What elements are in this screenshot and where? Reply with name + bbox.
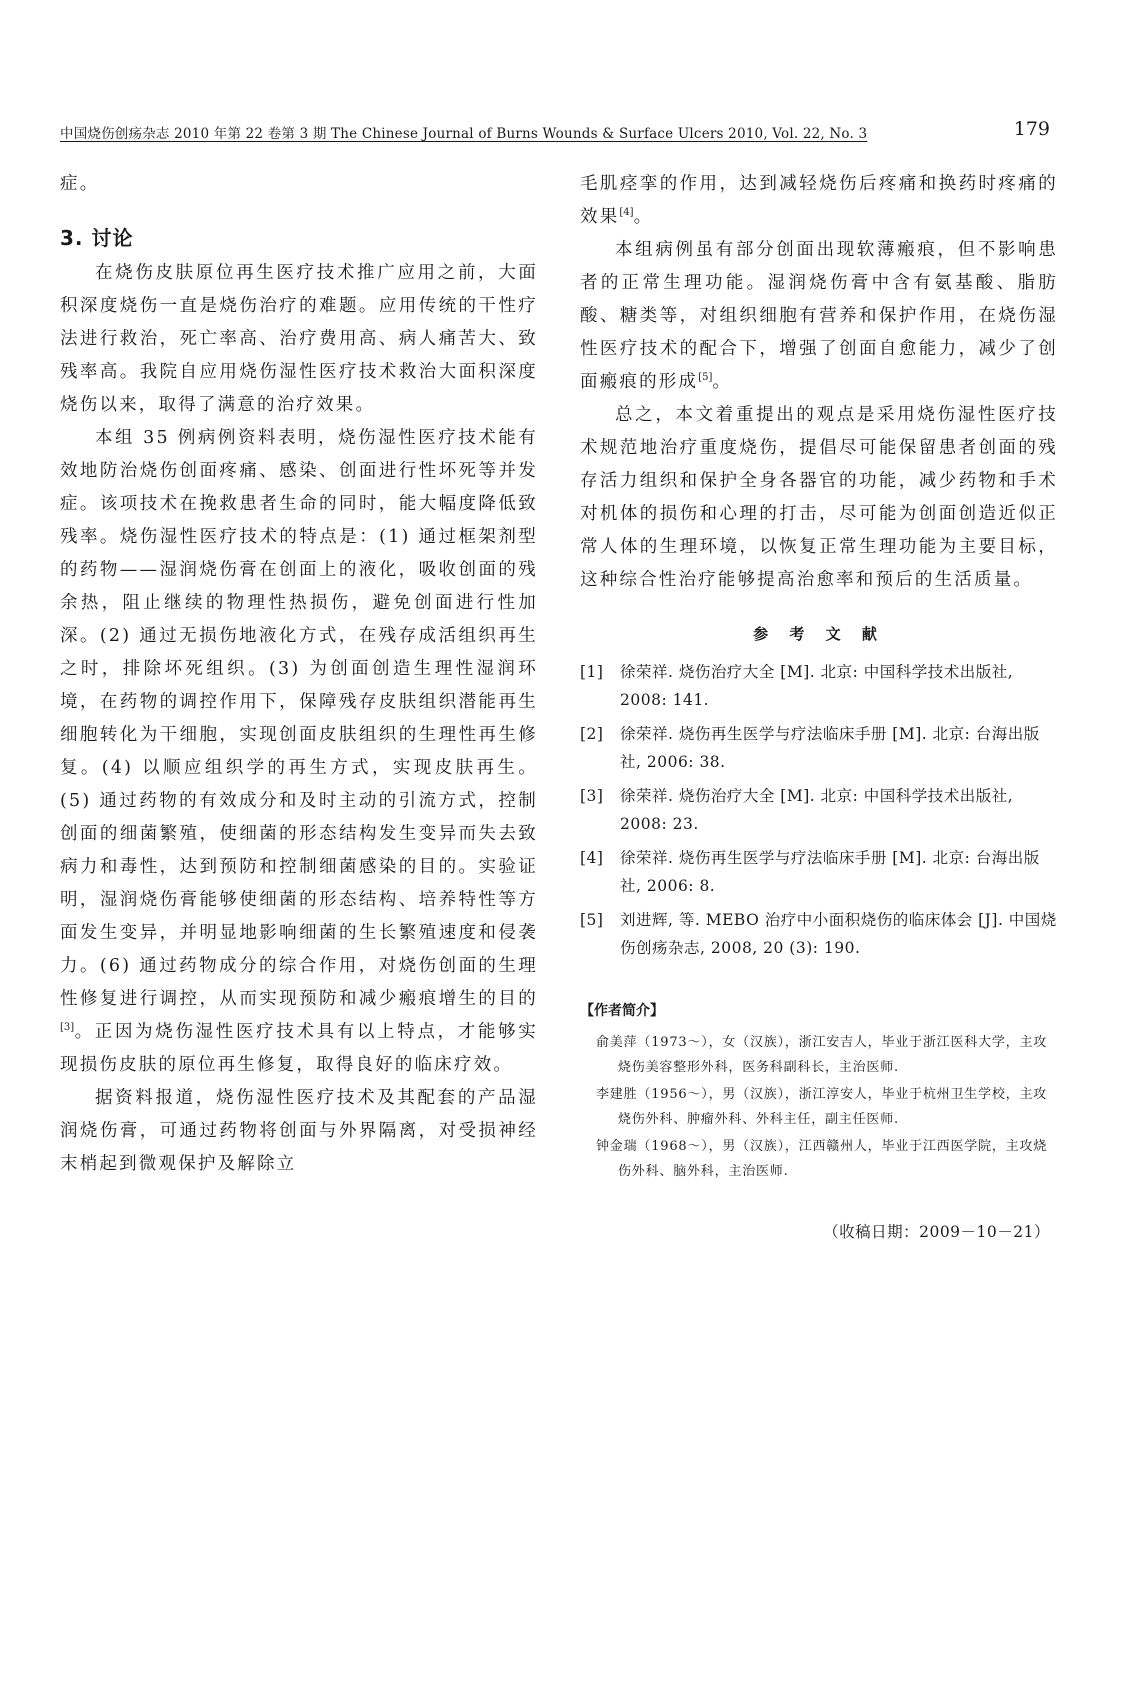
reference-item	[580, 844, 1058, 900]
reference-item	[580, 906, 1058, 962]
reference-text: 徐荣祥. 烧伤治疗大全 [M]. 北京: 中国科学技术出版社, 2008: 23.	[620, 787, 1014, 833]
scar-paragraph	[580, 234, 1058, 399]
references-heading: 参 考 文 献	[753, 625, 885, 643]
paragraph-text: 。	[633, 207, 654, 227]
reference-number: [5]	[580, 911, 604, 929]
conclusion-paragraph: 总之，本文着重提出的观点是采用烧伤湿性医疗技术规范地治疗重度烧伤，提倡尽可能保留患者创面的残存活力组织和保护全身各器官的功能，减少药物和手术对机体的损伤和心理的打击，尽可能为创面创造近似正常人体的生理环境，以恢复正常生理功能为主要目标，这种综合性治疗能够提高治愈率和预后的生活质量。	[580, 405, 1058, 590]
reference-item	[580, 720, 1058, 776]
paragraph-text: 本组 35 例病例资料表明，烧伤湿性医疗技术能有效地防治烧伤创面疼痛、感染、创面进行性坏死等并发症。该项技术在挽救患者生命的同时，能大幅度降低致残率。烧伤湿性医疗技术的特点是：(1) 通过框架剂型的药物——湿润烧伤膏在创面上的液化，吸收创面的残余热，阻止继续的物理性热损伤，避免创面进行性加深。(2) 通过无损伤地液化方式，在残存成活组织再生之时，排除坏死组织。(3) 为创面创造生理性湿润环境，在药物的调控作用下，保障残存皮肤组织潜能再生细胞转化为干细胞，实现创面皮肤组织的生理性再生修复。(4) 以顺应组织学的再生方式，实现皮肤再生。(5) 通过药物的有效成分和及时主动的引流方式，控制创面的细菌繁殖，使细菌的形态结构发生变异而失去致病力和毒性，达到预防和控制细菌感染的目的。实验证明，湿润烧伤膏能够使细菌的形态结构、培养特性等方面发生变异，并明显地影响细菌的生长繁殖速度和侵袭力。(6) 通过药物成分的综合作用，对烧伤创面的生理性修复进行调控，从而实现预防和减少瘢痕增生的目的	[60, 428, 538, 1009]
reference-text: 刘进辉, 等. MEBO 治疗中小面积烧伤的临床体会 [J]. 中国烧伤创疡杂志, 2008, 20 (3): 190.	[620, 911, 1057, 957]
citation-4[interactable]: [4]	[619, 207, 634, 219]
running-header	[60, 118, 1058, 144]
discussion-paragraph-2	[60, 422, 538, 1082]
citation-5[interactable]: [5]	[698, 372, 713, 384]
reference-number: [2]	[580, 725, 604, 743]
reference-text: 徐荣祥. 烧伤再生医学与疗法临床手册 [M]. 北京: 台海出版社, 2006: 38.	[620, 725, 1040, 771]
received-date: （收稿日期：2009－10－21）	[823, 1223, 1050, 1241]
reference-list	[580, 658, 1058, 962]
reference-number: [3]	[580, 787, 604, 805]
page-number: 179	[1013, 118, 1050, 140]
right-column	[580, 168, 1058, 1242]
paragraph-text: 。	[712, 372, 733, 392]
section-heading: 3. 讨论	[60, 226, 134, 250]
reference-number: [4]	[580, 849, 604, 867]
author-bio: 钟金瑞（1968～），男（汉族），江西赣州人，毕业于江西医学院，主攻烧伤外科、脑外科，主治医师.	[596, 1139, 1048, 1179]
author-bio: 俞美萍（1973～），女（汉族），浙江安吉人，毕业于浙江医科大学，主攻烧伤美容整形外科，医务科副科长，主治医师.	[596, 1035, 1048, 1075]
continuation-paragraph	[580, 168, 1058, 234]
discussion-paragraph-1: 在烧伤皮肤原位再生医疗技术推广应用之前，大面积深度烧伤一直是烧伤治疗的难题。应用传统的干性疗法进行救治，死亡率高、治疗费用高、病人痛苦大、致残率高。我院自应用烧伤湿性医疗技术救治大面积深度烧伤以来，取得了满意的治疗效果。	[60, 263, 538, 415]
reference-text: 徐荣祥. 烧伤治疗大全 [M]. 北京: 中国科学技术出版社, 2008: 141.	[620, 663, 1014, 709]
paragraph-text: 毛肌痉挛的作用，达到减轻烧伤后疼痛和换药时疼痛的效果	[580, 174, 1058, 227]
left-column	[60, 168, 538, 1181]
reference-text: 徐荣祥. 烧伤再生医学与疗法临床手册 [M]. 北京: 台海出版社, 2006: 8.	[620, 849, 1040, 895]
reference-item	[580, 782, 1058, 838]
citation-3[interactable]: [3]	[60, 1022, 75, 1034]
paragraph-text: 。正因为烧伤湿性医疗技术具有以上特点，才能够实现损伤皮肤的原位再生修复，取得良好的临床疗效。	[60, 1022, 538, 1075]
author-bio: 李建胜（1956～），男（汉族），浙江淳安人，毕业于杭州卫生学校，主攻烧伤外科、肿瘤外科、外科主任，副主任医师.	[596, 1087, 1048, 1127]
paragraph-text: 本组病例虽有部分创面出现软薄瘢痕，但不影响患者的正常生理功能。湿润烧伤膏中含有氨基酸、脂肪酸、糖类等，对组织细胞有营养和保护作用，在烧伤湿性医疗技术的配合下，增强了创面自愈能力，减少了创面瘢痕的形成	[580, 240, 1058, 392]
discussion-paragraph-3: 据资料报道，烧伤湿性医疗技术及其配套的产品湿润烧伤膏，可通过药物将创面与外界隔离，对受损神经末梢起到微观保护及解除立	[60, 1088, 538, 1174]
running-title: 中国烧伤创疡杂志 2010 年第 22 卷第 3 期 The Chinese Journal of Burns Wounds & Surface Ulcers 2010, Vol. 22, No. 3	[60, 126, 868, 142]
reference-number: [1]	[580, 663, 604, 681]
continuation-text: 症。	[60, 174, 100, 194]
reference-item	[580, 658, 1058, 714]
author-bio-heading: 【作者简介】	[580, 1003, 664, 1019]
